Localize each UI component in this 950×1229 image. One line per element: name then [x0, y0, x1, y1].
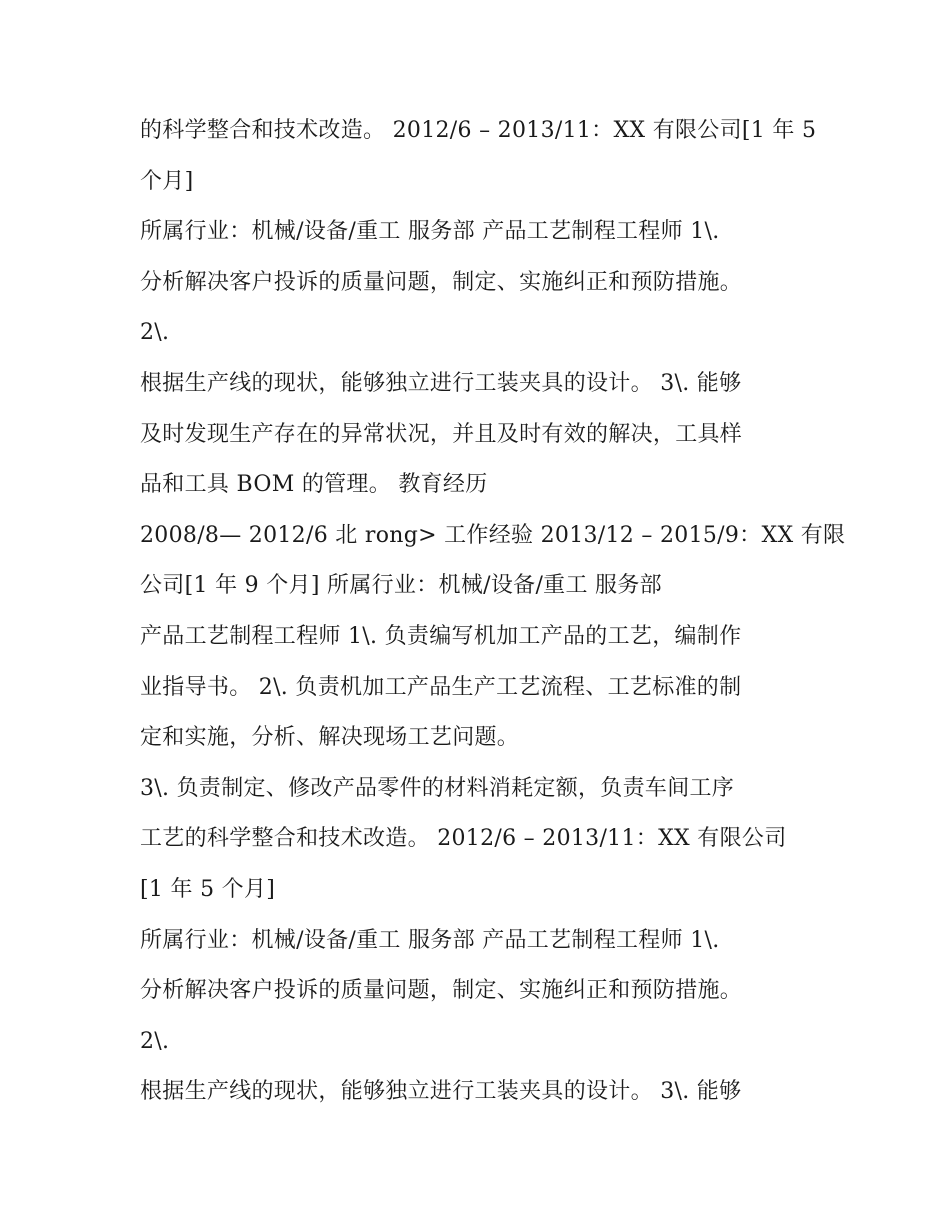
text-line: 分析解决客户投诉的质量问题，制定、实施纠正和预防措施。: [140, 978, 743, 1004]
text-line: 所属行业：机械/设备/重工 服务部 产品工艺制程工程师 1\.: [140, 927, 720, 953]
text-line: 2\.: [140, 1028, 170, 1054]
text-line: 所属行业：机械/设备/重工 服务部 产品工艺制程工程师 1\.: [140, 219, 720, 245]
text-line: 根据生产线的现状，能够独立进行工装夹具的设计。 3\. 能够: [140, 370, 742, 396]
text-line: 工艺的科学整合和技术改造。 2012/6 – 2013/11：XX 有限公司: [140, 826, 787, 852]
text-line: 3\. 负责制定、修改产品零件的材料消耗定额，负责车间工序: [140, 775, 735, 801]
text-line: 公司[1 年 9 个月] 所属行业：机械/设备/重工 服务部: [140, 573, 662, 599]
text-line: 个月]: [140, 168, 194, 194]
text-line: 定和实施，分析、解决现场工艺问题。: [140, 725, 520, 751]
text-line: 及时发现生产存在的异常状况，并且及时有效的解决，工具样: [140, 421, 743, 447]
text-line: 2008/8— 2012/6 北 rong> 工作经验 2013/12 – 2015/9：XX 有限: [140, 522, 846, 548]
text-line: [1 年 5 个月]: [140, 876, 276, 902]
text-line: 分析解决客户投诉的质量问题，制定、实施纠正和预防措施。: [140, 269, 743, 295]
text-line: 根据生产线的现状，能够独立进行工装夹具的设计。 3\. 能够: [140, 1079, 742, 1105]
text-line: 的科学整合和技术改造。 2012/6 – 2013/11：XX 有限公司[1 年 5: [140, 118, 817, 143]
text-line: 2\.: [140, 320, 170, 346]
text-line: 品和工具 BOM 的管理。 教育经历: [140, 472, 488, 498]
text-line: 业指导书。 2\. 负责机加工产品生产工艺流程、工艺标准的制: [140, 674, 742, 700]
text-line: 产品工艺制程工程师 1\. 负责编写机加工产品的工艺，编制作: [140, 623, 742, 649]
resume-text-block: [140, 106, 846, 1118]
